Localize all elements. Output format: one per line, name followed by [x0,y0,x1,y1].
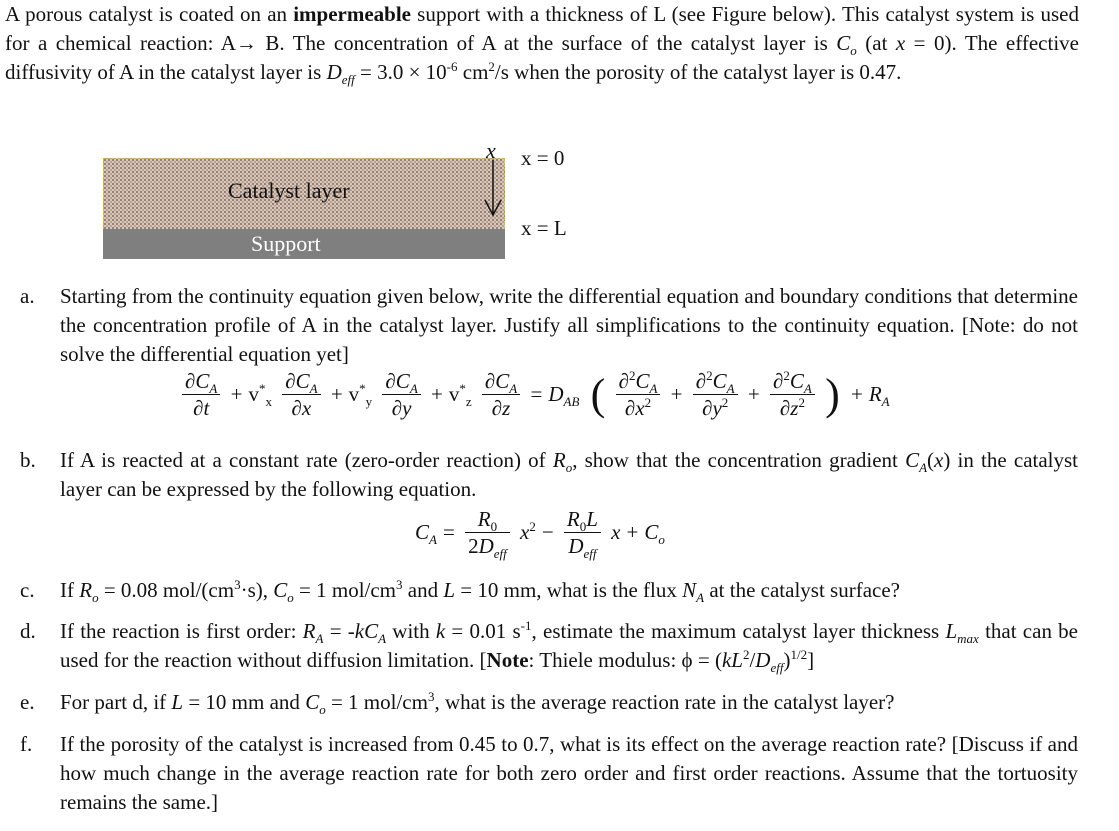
catalyst-figure [103,136,623,266]
x-L-label: x = L [521,216,567,240]
question-a-label: a. [20,284,35,308]
question-a-text: Starting from the continuity equation given below, write the differential equation and boundary conditions that determine the concentration profile of A in the catalyst layer. Justify all simplifications to the continuity equation. [Note: do not solve the differential equation yet] [60,284,1078,366]
question-f-label: f. [20,732,33,756]
down-arrow-icon [483,138,513,218]
question-c-text: If $R_o = 0.08$ mol/$(cm^3\cdot s)$, $C_o = 1$ mol/$cm^3$ and L = 10 mm, what is the flux $N_A$ at the catalyst surface? [60,577,900,606]
x-axis-variable: x [486,138,496,163]
continuity-equation: $\frac{\partial C_A}{\partial t}$ + $v^*_x$ $\frac{\partial C_A}{\partial x}$ + $v^*_y$ $\frac{\partial C_A}{\partial y}$ + $v^*_z$ $\frac{\partial C_A}{\partial z}$ = $D_{AB}$ ( $\frac{\partial^2C_A}{\partial x^2}$ + $\frac{\partial^2C_A}{\partial y^2}$ + $\frac{\partial^2C_A}{\partial z^2}$ ) + $R_A$ [180,368,893,421]
question-f-text: If the porosity of the catalyst is increased from 0.45 to 0.7, what is its effect on the average reaction rate? [Discuss if and how much change in the average reaction rate for both zero order and first order reactions. Assume that the tortuosity remains the same.] [60,732,1078,814]
question-d-label: d. [20,619,36,643]
question-d-text: If the reaction is first order: $R_A = -kC_A$ with k = 0.01 $s^{-1}$, estimate the maximum catalyst layer thickness $L_{max}$ that can be used for the reaction without diffusion limitation. [Note: Thiele modulus: $\phi = (kL^2/D_{eff})^{1/2}$] [60,618,1079,676]
support-block: Support [103,229,505,259]
problem-intro: A porous catalyst is coated on an impermeable support with a thickness of L (see Figure below). This catalyst system is used for a chemical reaction: A→ B. The concentration of A at the surface of the catalyst layer is $C_o$ (at x = 0). The effective diffusivity of A in the catalyst layer is $D_{eff} = 3.0 \times 10^{-6}$ $cm^2/s$ when the porosity of the catalyst layer is 0.47. [5,2,1079,88]
question-b-text: If A is reacted at a constant rate (zero-order reaction) of $R_o$, show that the concentration gradient $C_A(x)$ in the catalyst layer can be expressed by the following equation. [60,448,1079,501]
question-b-label: b. [20,448,36,472]
catalyst-layer-label: Catalyst layer [228,178,350,203]
question-e-label: e. [20,690,35,714]
x-zero-label: x = 0 [521,146,565,170]
concentration-profile-equation: $C_A$ = $\frac{R_0}{2D_{eff}}$ $x^2$ − $\frac{R_0L}{D_{eff}}$ $x + C_o$ [415,507,665,562]
question-c-label: c. [20,578,35,602]
question-e-text: For part d, if L = 10 mm and $C_o = 1$ mol/$cm^3$, what is the average reaction rate in the catalyst layer? [60,689,895,718]
